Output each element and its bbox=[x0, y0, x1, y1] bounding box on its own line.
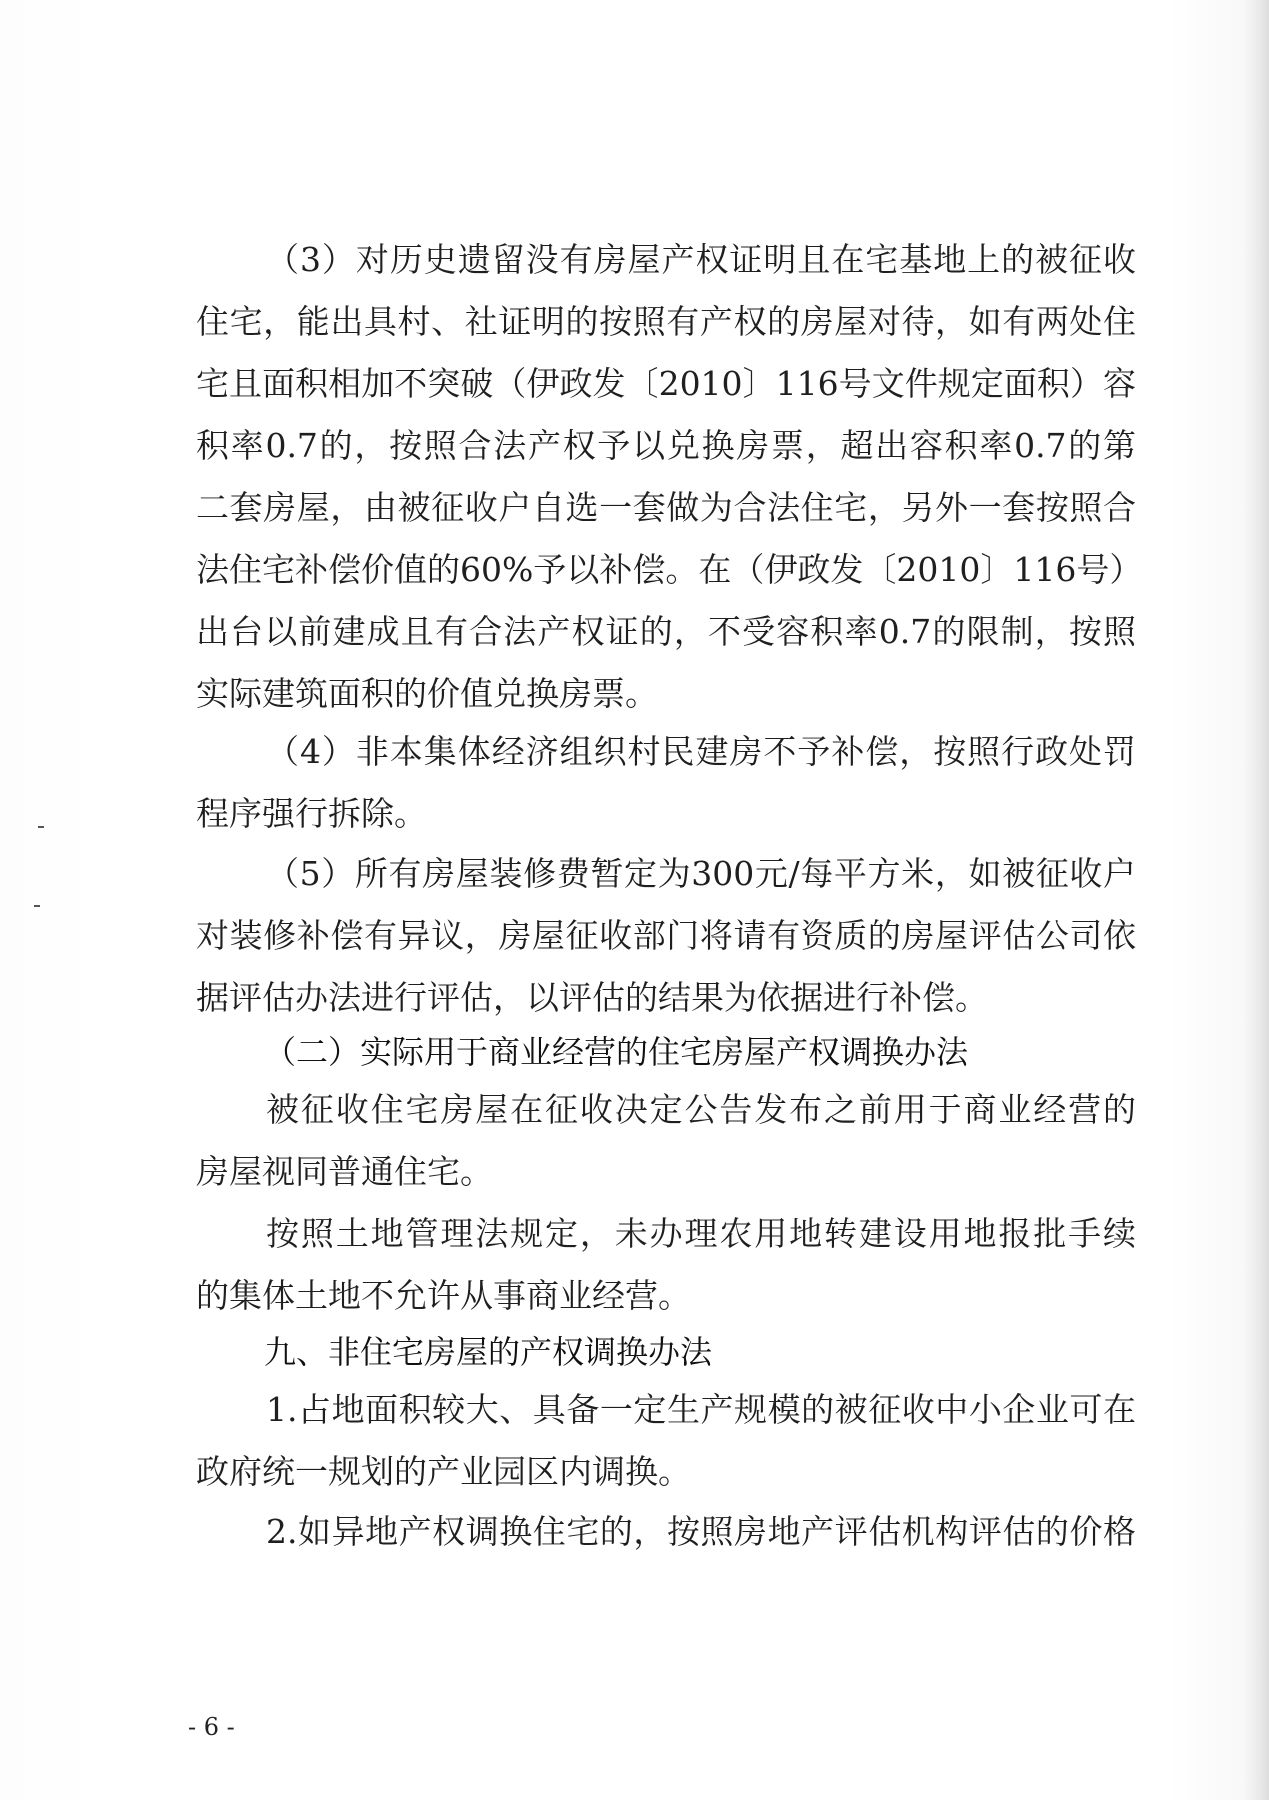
text-line: 政府统一规划的产业园区内调换。 bbox=[196, 1452, 691, 1491]
text-line: 程序强行拆除。 bbox=[196, 794, 427, 833]
text-line: 积率0.7的，按照合法产权予以兑换房票，超出容积率0.7的第 bbox=[196, 426, 1136, 465]
text-line: 住宅，能出具村、社证明的按照有产权的房屋对待，如有两处住 bbox=[196, 302, 1136, 341]
section-heading: 九、非住宅房屋的产权调换办法 bbox=[264, 1333, 713, 1371]
text-line: 宅且面积相加不突破（伊政发〔2010〕116号文件规定面积）容 bbox=[196, 364, 1136, 403]
text-line: 的集体土地不允许从事商业经营。 bbox=[196, 1276, 691, 1315]
text-line: 按照土地管理法规定，未办理农用地转建设用地报批手续 bbox=[266, 1214, 1136, 1253]
section-heading: （二）实际用于商业经营的住宅房屋产权调换办法 bbox=[264, 1033, 969, 1071]
text-line: 法住宅补偿价值的60%予以补偿。在（伊政发〔2010〕116号） bbox=[196, 550, 1143, 589]
text-line: 被征收住宅房屋在征收决定公告发布之前用于商业经营的 bbox=[266, 1090, 1136, 1129]
text-line: 实际建筑面积的价值兑换房票。 bbox=[196, 674, 658, 713]
scan-mark bbox=[38, 826, 44, 828]
scan-mark bbox=[34, 905, 40, 907]
text-line: （5）所有房屋装修费暂定为300元/每平方米，如被征收户 bbox=[266, 854, 1136, 893]
text-line: 2.如异地产权调换住宅的，按照房地产评估机构评估的价格 bbox=[266, 1512, 1136, 1551]
text-line: （3）对历史遗留没有房屋产权证明且在宅基地上的被征收 bbox=[266, 240, 1136, 279]
page-edge-shadow bbox=[1243, 0, 1269, 1800]
text-line: 1.占地面积较大、具备一定生产规模的被征收中小企业可在 bbox=[266, 1390, 1136, 1429]
text-line: 对装修补偿有异议，房屋征收部门将请有资质的房屋评估公司依 bbox=[196, 916, 1136, 955]
text-line: （4）非本集体经济组织村民建房不予补偿，按照行政处罚 bbox=[266, 732, 1136, 771]
text-line: 出台以前建成且有合法产权证的，不受容积率0.7的限制，按照 bbox=[196, 612, 1136, 651]
page-number: - 6 - bbox=[188, 1713, 235, 1741]
text-line: 房屋视同普通住宅。 bbox=[196, 1152, 493, 1191]
text-line: 据评估办法进行评估，以评估的结果为依据进行补偿。 bbox=[196, 978, 988, 1017]
text-line: 二套房屋，由被征收户自选一套做为合法住宅，另外一套按照合 bbox=[196, 488, 1136, 527]
